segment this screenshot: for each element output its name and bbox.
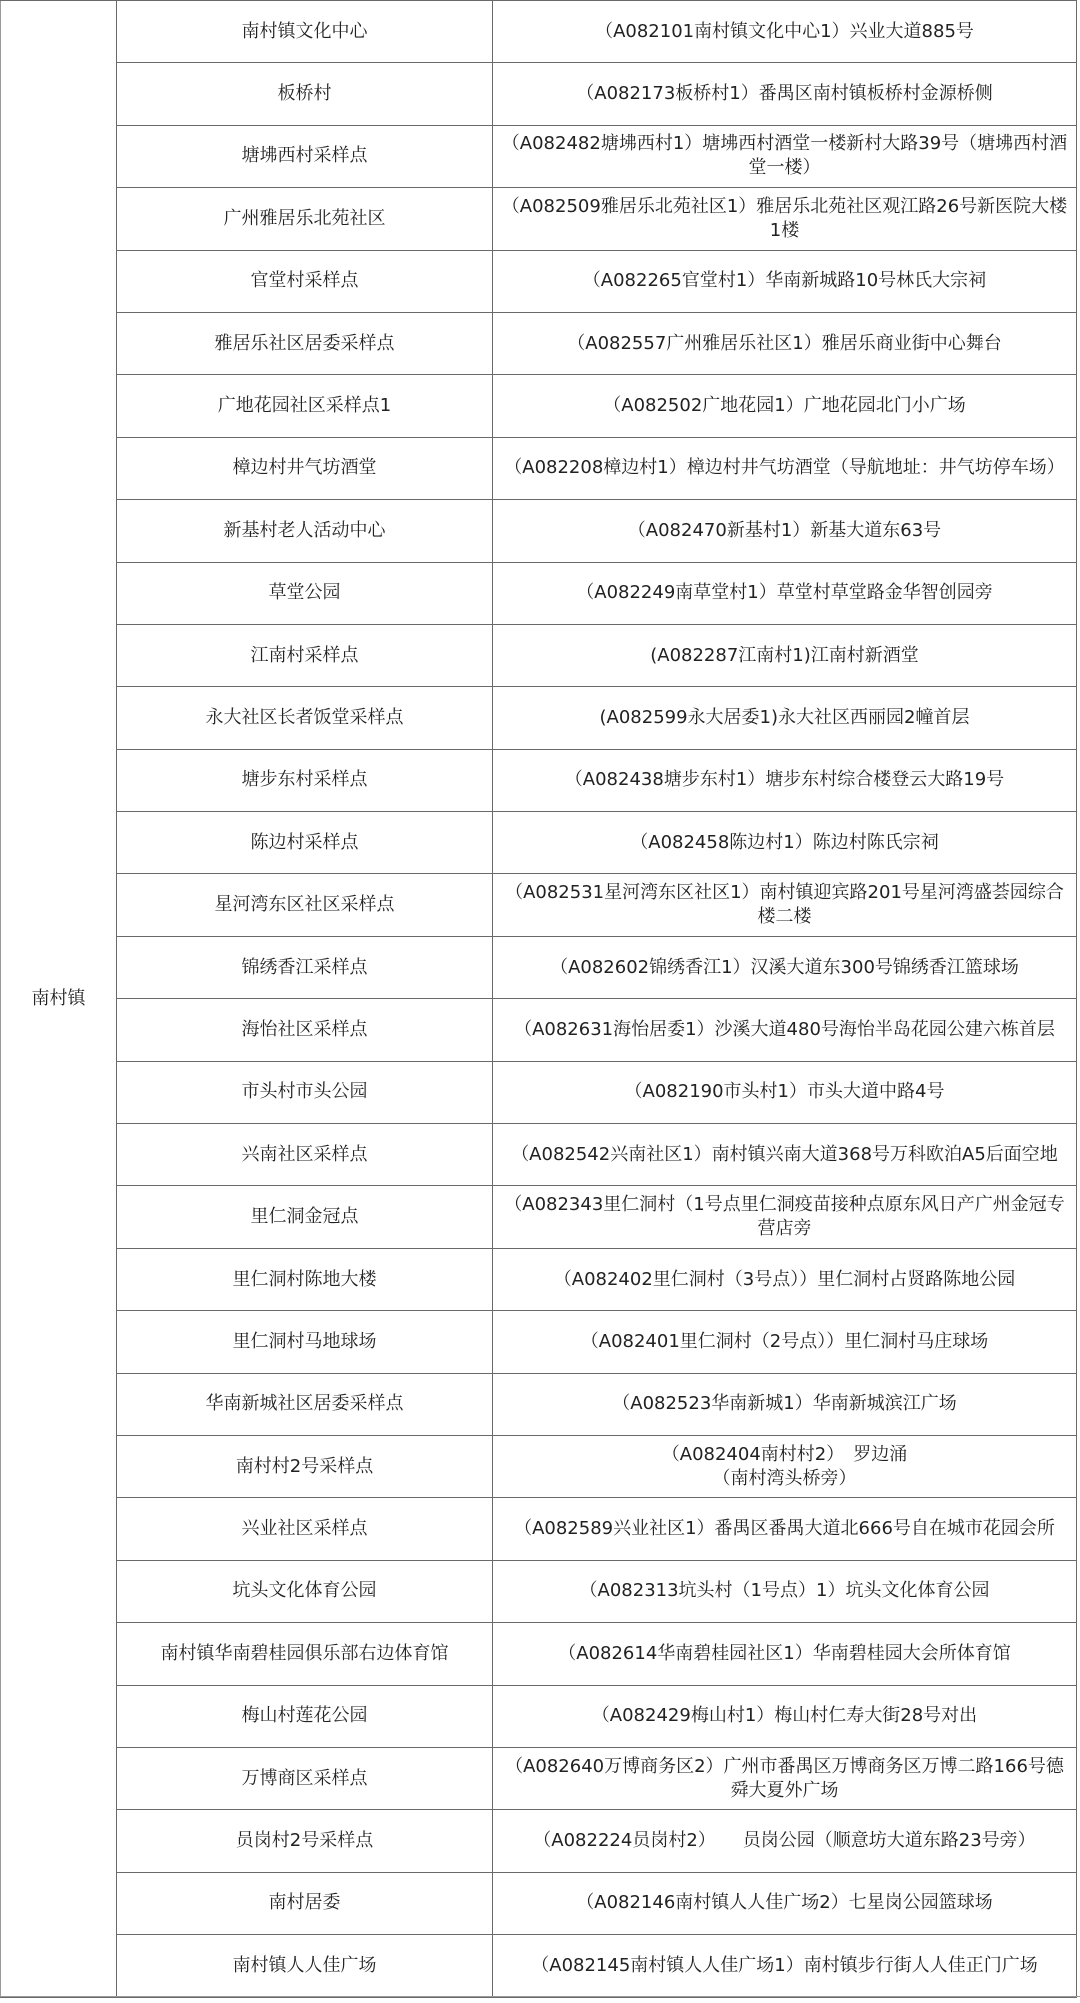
site-address-cell: （A082404南村村2） 罗边涌 （南村湾头桥旁）	[493, 1435, 1077, 1497]
sheet-bottom-border	[0, 1996, 1080, 1997]
site-name-cell: 万博商区采样点	[117, 1747, 493, 1809]
table-row	[1, 1186, 1077, 1248]
site-address-cell: （A082249南草堂村1）草堂村草堂路金华智创园旁	[493, 562, 1077, 624]
site-address-cell: (A082287江南村1)江南村新酒堂	[493, 624, 1077, 686]
table-row	[1, 500, 1077, 562]
table-row	[1, 562, 1077, 624]
table-row	[1, 1560, 1077, 1622]
table-row	[1, 624, 1077, 686]
table-row	[1, 125, 1077, 187]
table-row	[1, 1872, 1077, 1934]
site-address-cell: （A082589兴业社区1）番禺区番禺大道北666号自在城市花园会所	[493, 1498, 1077, 1560]
site-name-cell: 里仁洞村马地球场	[117, 1311, 493, 1373]
table-row	[1, 437, 1077, 499]
site-name-cell: 广州雅居乐北苑社区	[117, 188, 493, 250]
table-row	[1, 1435, 1077, 1497]
site-name-cell: 市头村市头公园	[117, 1061, 493, 1123]
table-row	[1, 1747, 1077, 1809]
site-address-cell: （A082145南村镇人人佳广场1）南村镇步行街人人佳正门广场	[493, 1935, 1077, 1997]
site-name-cell: 南村镇人人佳广场	[117, 1935, 493, 1997]
site-address-cell: （A082542兴南社区1）南村镇兴南大道368号万科欧泊A5后面空地	[493, 1124, 1077, 1186]
site-name-cell: 员岗村2号采样点	[117, 1810, 493, 1872]
site-name-cell: 草堂公园	[117, 562, 493, 624]
table-row	[1, 687, 1077, 749]
table-row	[1, 1498, 1077, 1560]
town-cell: 南村镇	[1, 1, 117, 1998]
table-row	[1, 936, 1077, 998]
site-address-cell: （A082458陈边村1）陈边村陈氏宗祠	[493, 812, 1077, 874]
site-name-cell: 官堂村采样点	[117, 250, 493, 312]
site-address-cell: （A082523华南新城1）华南新城滨江广场	[493, 1373, 1077, 1435]
site-address-cell: （A082208樟边村1）樟边村井气坊酒堂（导航地址：井气坊停车场）	[493, 437, 1077, 499]
table-row	[1, 1373, 1077, 1435]
table-row	[1, 1311, 1077, 1373]
table-row	[1, 812, 1077, 874]
site-name-cell: 南村镇文化中心	[117, 1, 493, 63]
site-name-cell: 南村村2号采样点	[117, 1435, 493, 1497]
table-row	[1, 250, 1077, 312]
site-address-cell: （A082190市头村1）市头大道中路4号	[493, 1061, 1077, 1123]
table-row	[1, 1810, 1077, 1872]
table-row	[1, 188, 1077, 250]
table-row	[1, 1, 1077, 63]
site-name-cell: 海怡社区采样点	[117, 999, 493, 1061]
table-row	[1, 1685, 1077, 1747]
site-name-cell: 板桥村	[117, 63, 493, 125]
table-row	[1, 1935, 1077, 1997]
table-row	[1, 874, 1077, 936]
site-address-cell: （A082557广州雅居乐社区1）雅居乐商业街中心舞台	[493, 312, 1077, 374]
site-address-cell: （A082402里仁洞村（3号点））里仁洞村占贤路陈地公园	[493, 1248, 1077, 1310]
table-row	[1, 63, 1077, 125]
site-name-cell: 里仁洞金冠点	[117, 1186, 493, 1248]
site-name-cell: 星河湾东区社区采样点	[117, 874, 493, 936]
site-address-cell: （A082470新基村1）新基大道东63号	[493, 500, 1077, 562]
site-address-cell: （A082146南村镇人人佳广场2）七星岗公园篮球场	[493, 1872, 1077, 1934]
site-address-cell: （A082631海怡居委1）沙溪大道480号海怡半岛花园公建六栋首层	[493, 999, 1077, 1061]
site-name-cell: 塘坲西村采样点	[117, 125, 493, 187]
site-name-cell: 南村镇华南碧桂园俱乐部右边体育馆	[117, 1623, 493, 1685]
site-name-cell: 塘步东村采样点	[117, 749, 493, 811]
table-row	[1, 749, 1077, 811]
site-name-cell: 江南村采样点	[117, 624, 493, 686]
site-name-cell: 坑头文化体育公园	[117, 1560, 493, 1622]
site-address-cell: （A082101南村镇文化中心1）兴业大道885号	[493, 1, 1077, 63]
site-address-cell: （A082502广地花园1）广地花园北门小广场	[493, 375, 1077, 437]
site-name-cell: 广地花园社区采样点1	[117, 375, 493, 437]
table-row	[1, 1248, 1077, 1310]
site-address-cell: （A082640万博商务区2）广州市番禺区万博商务区万博二路166号德舜大夏外广场	[493, 1747, 1077, 1809]
site-name-cell: 兴业社区采样点	[117, 1498, 493, 1560]
table-row	[1, 1124, 1077, 1186]
site-name-cell: 锦绣香江采样点	[117, 936, 493, 998]
site-name-cell: 梅山村莲花公园	[117, 1685, 493, 1747]
site-address-cell: （A082429梅山村1）梅山村仁寿大街28号对出	[493, 1685, 1077, 1747]
site-address-cell: （A082313坑头村（1号点）1）坑头文化体育公园	[493, 1560, 1077, 1622]
table-row	[1, 1623, 1077, 1685]
site-address-cell: （A082265官堂村1）华南新城路10号林氏大宗祠	[493, 250, 1077, 312]
site-address-cell: （A082614华南碧桂园社区1）华南碧桂园大会所体育馆	[493, 1623, 1077, 1685]
site-name-cell: 陈边村采样点	[117, 812, 493, 874]
table-row	[1, 1061, 1077, 1123]
table-row	[1, 375, 1077, 437]
table-row	[1, 999, 1077, 1061]
site-address-cell: （A082343里仁洞村（1号点里仁洞疫苗接种点原东风日产广州金冠专营店旁	[493, 1186, 1077, 1248]
site-name-cell: 永大社区长者饭堂采样点	[117, 687, 493, 749]
site-name-cell: 兴南社区采样点	[117, 1124, 493, 1186]
site-address-cell: （A082173板桥村1）番禺区南村镇板桥村金源桥侧	[493, 63, 1077, 125]
site-address-cell: （A082224员岗村2） 员岗公园（顺意坊大道东路23号旁）	[493, 1810, 1077, 1872]
site-address-cell: （A082482塘坲西村1）塘坲西村酒堂一楼新村大路39号（塘坲西村酒堂一楼）	[493, 125, 1077, 187]
site-name-cell: 南村居委	[117, 1872, 493, 1934]
site-name-cell: 樟边村井气坊酒堂	[117, 437, 493, 499]
site-address-cell: （A082602锦绣香江1）汉溪大道东300号锦绣香江篮球场	[493, 936, 1077, 998]
site-address-cell: （A082401里仁洞村（2号点））里仁洞村马庄球场	[493, 1311, 1077, 1373]
site-name-cell: 里仁洞村陈地大楼	[117, 1248, 493, 1310]
site-name-cell: 雅居乐社区居委采样点	[117, 312, 493, 374]
site-name-cell: 新基村老人活动中心	[117, 500, 493, 562]
site-address-cell: （A082509雅居乐北苑社区1）雅居乐北苑社区观江路26号新医院大楼1楼	[493, 188, 1077, 250]
site-address-cell: （A082531星河湾东区社区1）南村镇迎宾路201号星河湾盛荟园综合楼二楼	[493, 874, 1077, 936]
site-name-cell: 华南新城社区居委采样点	[117, 1373, 493, 1435]
site-address-cell: (A082599永大居委1)永大社区西丽园2幢首层	[493, 687, 1077, 749]
site-address-cell: （A082438塘步东村1）塘步东村综合楼登云大路19号	[493, 749, 1077, 811]
table-row	[1, 312, 1077, 374]
